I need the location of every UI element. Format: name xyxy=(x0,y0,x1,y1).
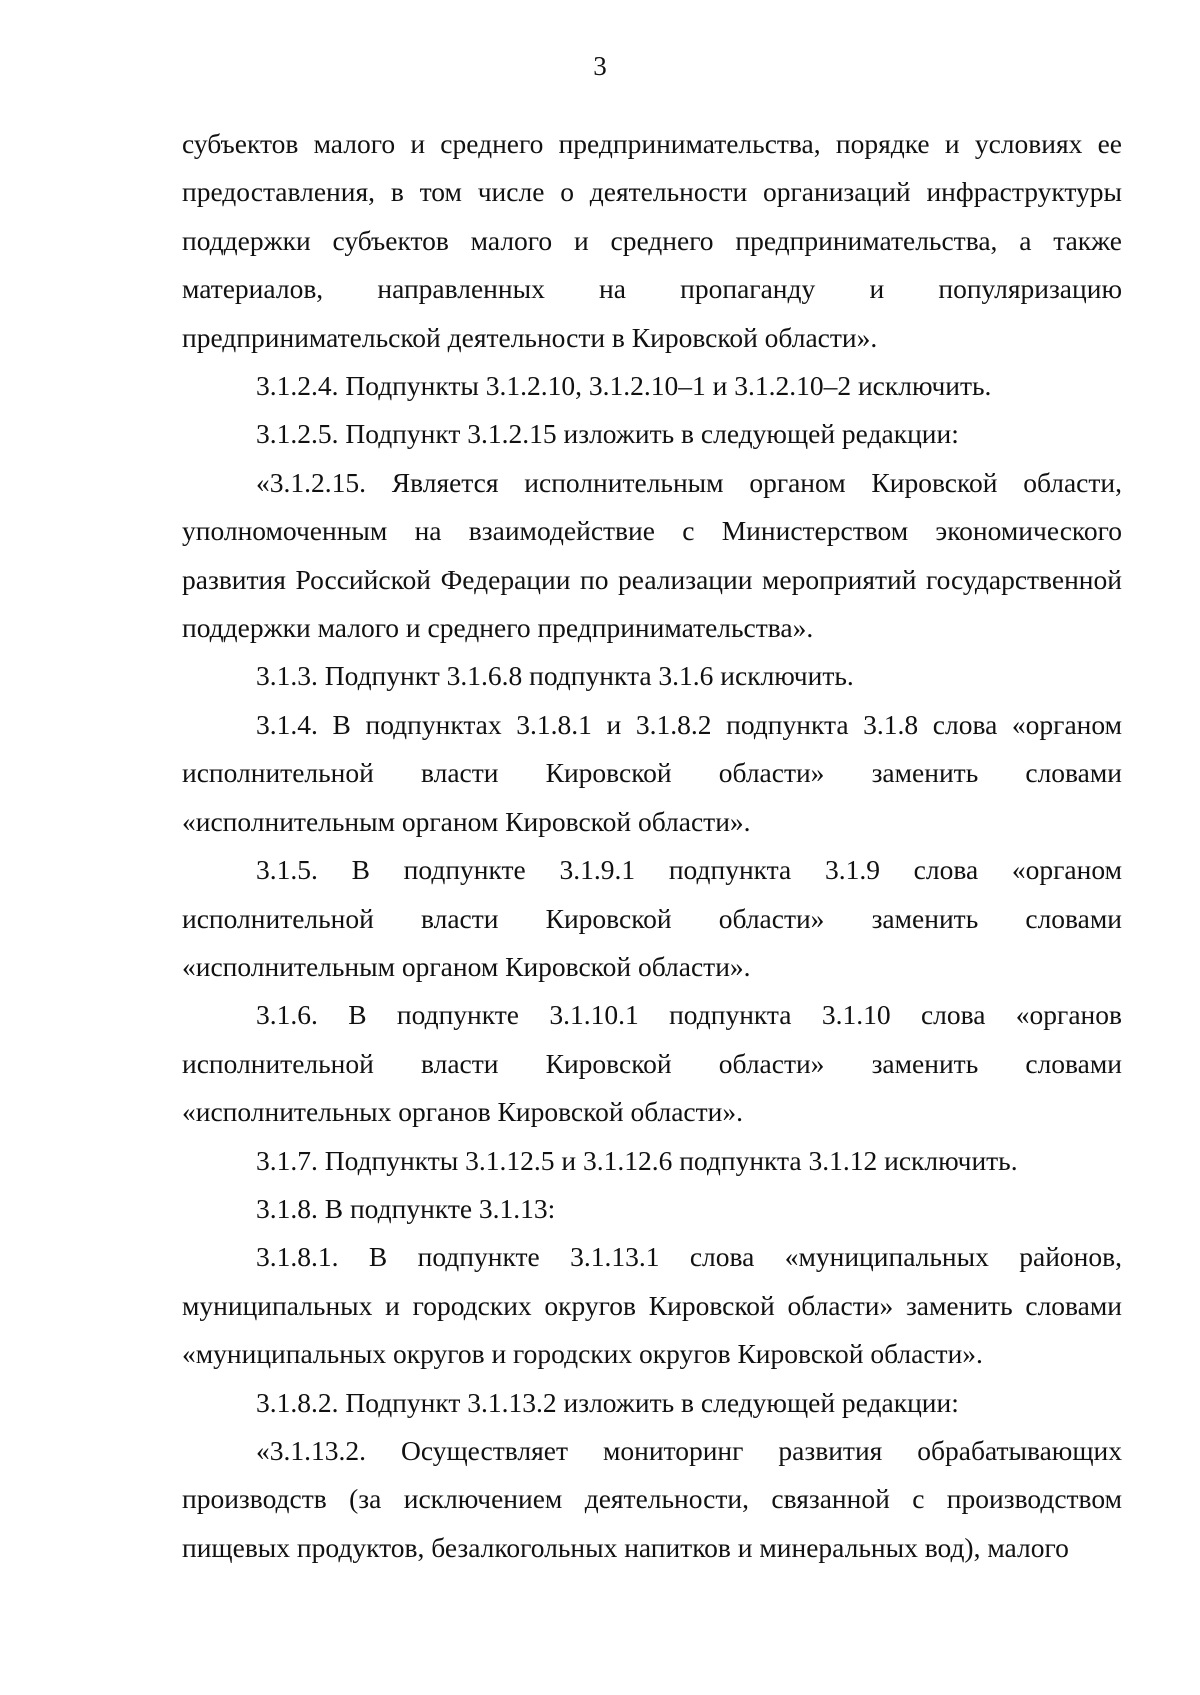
page-number: 3 xyxy=(593,51,607,81)
paragraph-3-1-5: 3.1.5. В подпункте 3.1.9.1 подпункта 3.1.9 слова «органом исполнительной власти Кировской области» заменить словами «исполнительным органом Кировской области». xyxy=(182,854,1122,982)
document-body xyxy=(182,120,1122,1572)
paragraph-3-1-8-2: 3.1.8.2. Подпункт 3.1.13.2 изложить в следующей редакции: xyxy=(256,1386,959,1418)
paragraph-3-1-8-1: 3.1.8.1. В подпункте 3.1.13.1 слова «муниципальных районов, муниципальных и городских округов Кировской области» заменить словами «муниципальных округов и городских округов Кировской области». xyxy=(182,1241,1122,1370)
paragraph-3-1-2-4: 3.1.2.4. Подпункты 3.1.2.10, 3.1.2.10–1 и 3.1.2.10–2 исключить. xyxy=(256,370,992,402)
paragraph-3-1-8: 3.1.8. В подпункте 3.1.13: xyxy=(256,1192,556,1224)
paragraph-continuation: субъектов малого и среднего предпринимательства, порядке и условиях ее предоставления, в том числе о деятельности организаций инфраструктуры поддержки субъектов малого и среднего предпринимательства, а также материалов, направленных на пропаганду и популяризацию предпринимательской деятельности в Кировской области». xyxy=(182,128,1122,353)
paragraph-3-1-13-2-quote: «3.1.13.2. Осуществляет мониторинг развития обрабатывающих производств (за исключением деятельности, связанной с производством пищевых продуктов, безалкогольных напитков и минеральных вод), малого xyxy=(182,1434,1122,1563)
paragraph-3-1-2-5: 3.1.2.5. Подпункт 3.1.2.15 изложить в следующей редакции: xyxy=(256,418,959,450)
paragraph-3-1-2-15-quote: «3.1.2.15. Является исполнительным органом Кировской области, уполномоченным на взаимодействие с Министерством экономического развития Российской Федерации по реализации мероприятий государственной поддержки малого и среднего предпринимательства». xyxy=(182,466,1122,644)
paragraph-3-1-6: 3.1.6. В подпункте 3.1.10.1 подпункта 3.1.10 слова «органов исполнительной власти Кировской области» заменить словами «исполнительных органов Кировской области». xyxy=(182,999,1122,1128)
paragraph-3-1-3: 3.1.3. Подпункт 3.1.6.8 подпункта 3.1.6 исключить. xyxy=(256,660,854,692)
paragraph-3-1-7: 3.1.7. Подпункты 3.1.12.5 и 3.1.12.6 подпункта 3.1.12 исключить. xyxy=(256,1144,1018,1176)
paragraph-3-1-4: 3.1.4. В подпунктах 3.1.8.1 и 3.1.8.2 подпункта 3.1.8 слова «органом исполнительной власти Кировской области» заменить словами «исполнительным органом Кировской области». xyxy=(182,708,1122,837)
